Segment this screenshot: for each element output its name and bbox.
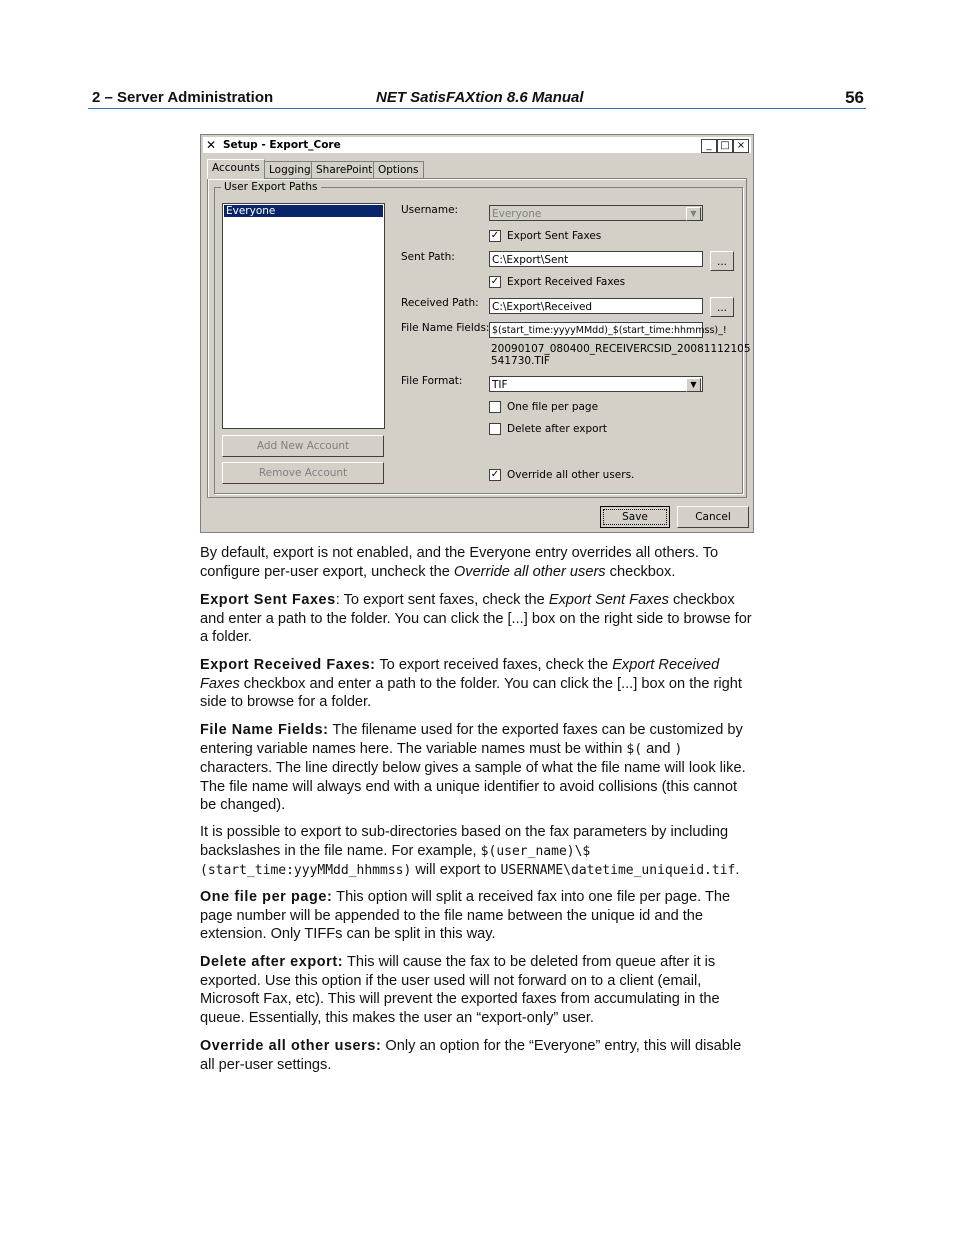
- emphasis: Override all other users: [453, 563, 606, 580]
- chevron-down-icon[interactable]: ▼: [686, 207, 701, 221]
- checkbox-box[interactable]: [489, 401, 501, 413]
- export-sent-paragraph: [200, 591, 756, 647]
- override-label: Override all other users.: [507, 469, 635, 481]
- override-paragraph: [200, 1037, 756, 1074]
- list-item[interactable]: Everyone: [224, 205, 383, 217]
- text-span: This will cause the fax to be deleted from queue after it is exported. Use this option if the user used will not forward on to a client (email, Microsoft Fax, etc). This will prevent the exported faxes from accumulating in the queue. Essentially, this makes the user an “export-only” user.: [200, 954, 720, 1026]
- setup-dialog: [200, 134, 754, 533]
- sent-path-field[interactable]: C:\Export\Sent: [489, 251, 703, 267]
- username-label: Username:: [401, 204, 459, 216]
- term: File Name Fields:: [200, 722, 329, 738]
- text-span: .: [735, 862, 740, 878]
- one-file-per-page-checkbox[interactable]: [489, 401, 598, 413]
- text-span: By default, export is not enabled, and the Everyone entry overrides all others. To configure per-user export, uncheck the: [200, 545, 719, 580]
- chevron-down-icon[interactable]: ▼: [686, 378, 701, 392]
- tab-accounts[interactable]: Accounts: [207, 159, 265, 179]
- term: Override all other users:: [200, 1038, 382, 1054]
- export-received-label: Export Received Faxes: [507, 276, 626, 288]
- minimize-button[interactable]: _: [701, 139, 717, 153]
- code: ): [674, 741, 683, 757]
- file-format-dropdown[interactable]: [489, 376, 703, 392]
- remove-account-button[interactable]: Remove Account: [222, 462, 384, 484]
- intro-paragraph: [200, 544, 756, 581]
- page-number: 56: [845, 88, 864, 107]
- username-value: Everyone: [492, 208, 542, 220]
- received-path-field[interactable]: C:\Export\Received: [489, 298, 703, 314]
- text-span: : To export sent faxes, check the: [335, 592, 549, 608]
- code: $(user_name)\$ (start_time:yyyMMdd_hhmmss): [200, 843, 591, 878]
- text-span: checkbox.: [605, 563, 676, 580]
- page-header: [88, 88, 866, 109]
- tools-icon: ✕: [206, 138, 217, 152]
- export-sent-checkbox[interactable]: [489, 230, 601, 242]
- checkbox-box[interactable]: [489, 423, 501, 435]
- manual-title: NET SatisFAXtion 8.6 Manual: [376, 89, 584, 106]
- browse-sent-button[interactable]: ...: [710, 251, 734, 271]
- text-span: Only an option for the “Everyone” entry, this will disable all per-user settings.: [200, 1038, 742, 1073]
- code: $(: [626, 741, 643, 757]
- maximize-button[interactable]: □: [717, 139, 733, 153]
- emphasis: Export Received Faxes: [200, 657, 720, 692]
- add-account-button[interactable]: Add New Account: [222, 435, 384, 457]
- code: USERNAME\datetime_uniqueid.tif: [500, 863, 736, 878]
- tab-sharepoint[interactable]: SharePoint: [311, 161, 377, 178]
- sent-path-label: Sent Path:: [401, 251, 455, 263]
- emphasis: Export Sent Faxes: [548, 592, 669, 608]
- text-span: It is possible to export to sub-directories based on the fax parameters by including backslashes in the file name. For example,: [200, 824, 729, 859]
- dialog-title: Setup - Export_Core: [223, 139, 341, 151]
- term: Export Sent Faxes: [200, 592, 336, 608]
- title-bar: [203, 137, 751, 153]
- delete-after-label: Delete after export: [507, 423, 608, 435]
- export-received-paragraph: [200, 656, 756, 712]
- file-name-label: File Name Fields:: [401, 322, 490, 334]
- text-span: checkbox and enter a path to the folder. You can click the [...] box on the right side to browse for a folder.: [200, 675, 742, 710]
- accounts-list[interactable]: [222, 203, 385, 429]
- checkbox-box[interactable]: ✓: [490, 469, 500, 480]
- file-format-value: TIF: [492, 379, 508, 391]
- file-format-label: File Format:: [401, 375, 463, 387]
- one-file-label: One file per page: [507, 401, 599, 413]
- text-span: will export to: [411, 862, 501, 878]
- sample-line-1: 20090107_080400_RECEIVERCSID_20081112105: [491, 343, 751, 355]
- file-name-sample: [491, 343, 751, 367]
- sample-line-2: 541730.TIF: [491, 355, 550, 367]
- term: Export Received Faxes:: [200, 657, 376, 673]
- file-name-field[interactable]: $(start_time:yyyyMMdd)_$(start_time:hhmmss)_!: [489, 322, 703, 338]
- export-sent-label: Export Sent Faxes: [507, 230, 602, 242]
- text-span: and: [642, 740, 675, 757]
- file-name-fields-paragraph: [200, 721, 756, 815]
- term: Delete after export:: [200, 954, 344, 970]
- chapter-title: 2 – Server Administration: [92, 89, 274, 106]
- received-path-label: Received Path:: [401, 297, 479, 309]
- username-dropdown[interactable]: [489, 205, 703, 221]
- close-button[interactable]: ×: [733, 139, 749, 153]
- override-checkbox[interactable]: [489, 469, 634, 481]
- tab-options[interactable]: Options: [373, 161, 424, 178]
- delete-after-export-paragraph: [200, 953, 756, 1027]
- text-span: characters. The line directly below gives a sample of what the file name will look like. The file name will always end with a unique identifier to avoid collisions (this cannot be changed).: [200, 760, 746, 813]
- delete-after-export-checkbox[interactable]: [489, 423, 607, 435]
- tab-logging[interactable]: Logging: [264, 161, 316, 178]
- save-button[interactable]: Save: [600, 506, 670, 528]
- browse-received-button[interactable]: ...: [710, 297, 734, 317]
- checkbox-box[interactable]: ✓: [490, 230, 500, 241]
- text-span: checkbox and enter a path to the folder. You can click the [...] box on the right side to browse for a folder.: [200, 592, 752, 645]
- export-received-checkbox[interactable]: [489, 276, 625, 288]
- text-span: To export received faxes, check the: [375, 657, 613, 673]
- cancel-button[interactable]: Cancel: [677, 506, 749, 528]
- one-file-per-page-paragraph: [200, 888, 756, 944]
- group-label: User Export Paths: [221, 181, 321, 193]
- term: One file per page:: [200, 889, 333, 905]
- text-span: This option will split a received fax into one file per page. The page number will be appended to the file name between the unique id and the extension. Only TIFFs can be split in this way.: [200, 889, 731, 942]
- text-span: The filename used for the exported faxes can be customized by entering variable names here. The variable names must be within: [200, 722, 743, 757]
- checkbox-box[interactable]: ✓: [490, 276, 500, 287]
- sub-directories-paragraph: [200, 823, 756, 881]
